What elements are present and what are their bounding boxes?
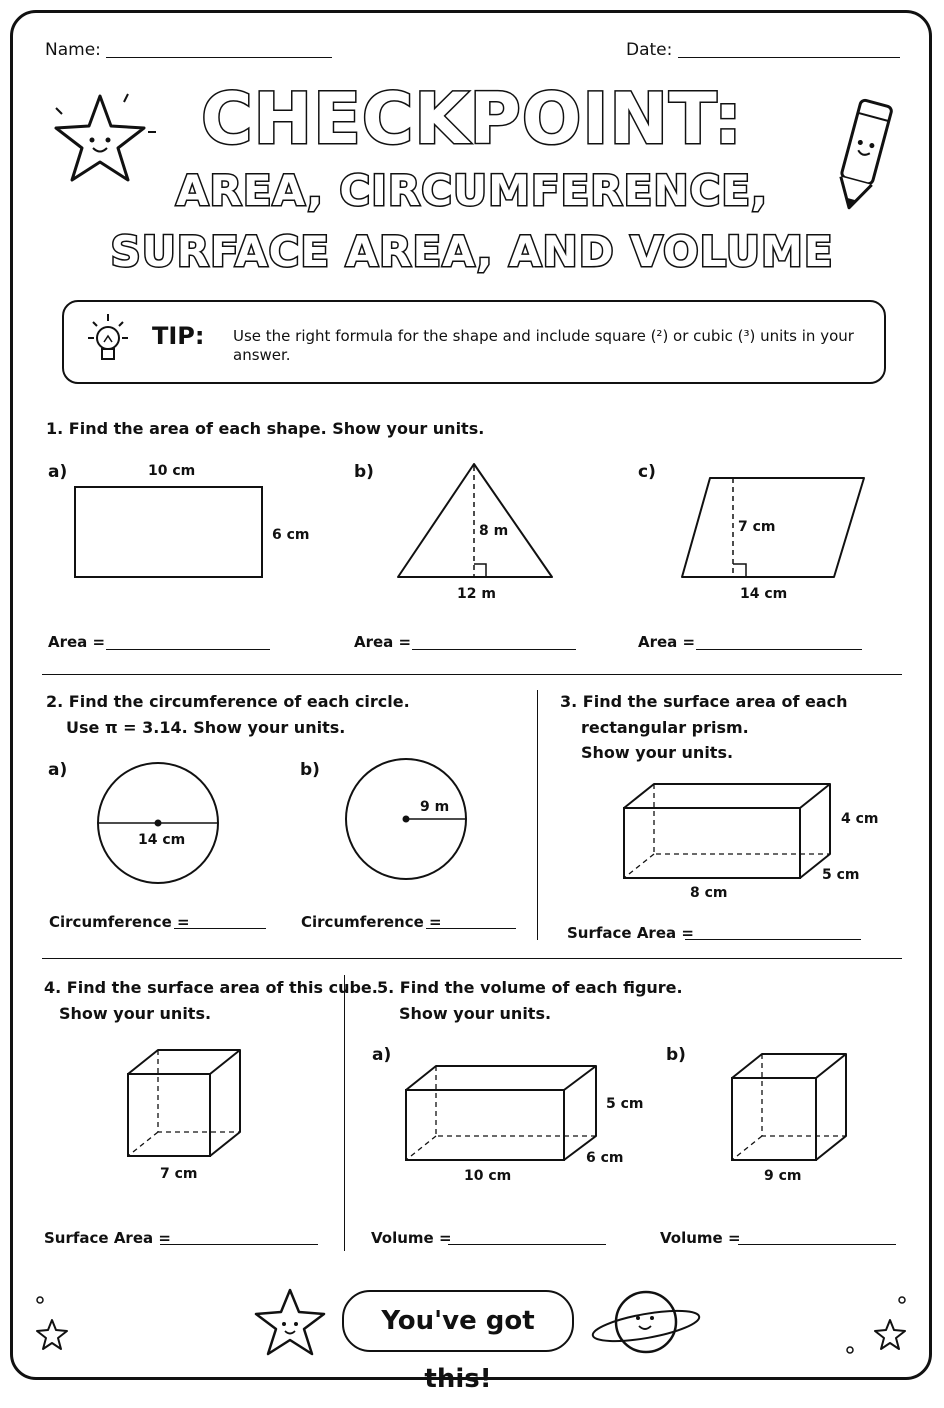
title-line-1: CHECKPOINT: (201, 78, 743, 160)
q5b-edge: 9 cm (764, 1168, 802, 1184)
divider (42, 958, 902, 959)
cube-shape (126, 1048, 244, 1158)
rectangle-shape (74, 486, 264, 580)
q2a-answer-label: Circumference = (49, 913, 190, 931)
name-label: Name: (45, 40, 101, 60)
q5b-answer-label: Volume = (660, 1229, 741, 1247)
q5a-length: 10 cm (464, 1168, 512, 1184)
q1a-height: 6 cm (272, 527, 310, 543)
title-line-3: SURFACE AREA, AND VOLUME (110, 227, 834, 276)
q4-prompt-line-1: 4. Find the surface area of this cube. (44, 978, 378, 997)
q2-prompt-line-1: 2. Find the circumference of each circle. (46, 692, 410, 711)
q3-depth: 5 cm (822, 867, 860, 883)
q1c-label: c) (638, 462, 656, 482)
q1-prompt: 1. Find the area of each shape. Show your units. (46, 419, 485, 438)
q5a-label: a) (372, 1045, 392, 1065)
planet-icon (588, 1282, 704, 1364)
q2-prompt-line-2: Use π = 3.14. Show your units. (66, 718, 346, 737)
q5-prompt-line-2: Show your units. (399, 1004, 552, 1023)
q1b-base: 12 m (457, 586, 496, 602)
q5a-depth: 6 cm (586, 1150, 624, 1166)
q1a-width: 10 cm (148, 463, 196, 479)
date-label: Date: (626, 40, 673, 60)
tip-text: Use the right formula for the shape and include square (²) or cubic (³) units in your answer. (233, 327, 854, 364)
q1c-answer-label: Area = (638, 633, 696, 651)
q2b-label: b) (300, 760, 320, 780)
star-icon (840, 1290, 916, 1360)
q1b-answer-label: Area = (354, 633, 412, 651)
q1c-answer-field[interactable] (696, 649, 862, 650)
q5a-height: 5 cm (606, 1096, 644, 1112)
q4-edge: 7 cm (160, 1166, 198, 1182)
rectangular-prism-shape (404, 1064, 600, 1162)
q3-prompt-line-2: rectangular prism. (581, 718, 749, 737)
rectangular-prism-shape (622, 782, 834, 882)
tip-label: TIP: (152, 322, 205, 350)
q2a-answer-field[interactable] (174, 928, 266, 929)
q2b-answer-label: Circumference = (301, 913, 442, 931)
q1b-label: b) (354, 462, 374, 482)
circle-radius-shape (344, 758, 470, 884)
q4-answer-field[interactable] (160, 1244, 318, 1245)
q3-prompt-line-1: 3. Find the surface area of each (560, 692, 848, 711)
q2a-diameter: 14 cm (138, 832, 186, 848)
q5-prompt-line-1: 5. Find the volume of each figure. (377, 978, 683, 997)
q4-answer-label: Surface Area = (44, 1229, 171, 1247)
cube-shape (730, 1052, 850, 1162)
q2b-answer-field[interactable] (426, 928, 516, 929)
name-field[interactable] (106, 57, 332, 58)
q5b-label: b) (666, 1045, 686, 1065)
q2b-radius: 9 m (420, 799, 450, 815)
circle-diameter-shape (96, 762, 222, 888)
star-icon (246, 1282, 336, 1362)
title-line-2: AREA, CIRCUMFERENCE, (176, 166, 768, 215)
divider (344, 975, 345, 1251)
q5a-answer-field[interactable] (448, 1244, 606, 1245)
lightbulb-icon (84, 312, 134, 372)
q1a-answer-label: Area = (48, 633, 106, 651)
q5a-answer-label: Volume = (371, 1229, 452, 1247)
q2a-label: a) (48, 760, 68, 780)
q1a-label: a) (48, 462, 68, 482)
q1c-base: 14 cm (740, 586, 788, 602)
q3-answer-field[interactable] (685, 939, 861, 940)
q3-length: 8 cm (690, 885, 728, 901)
date-field[interactable] (678, 57, 900, 58)
divider (537, 690, 538, 940)
encouragement-bubble: You've got this! (342, 1290, 574, 1352)
triangle-shape (396, 462, 556, 580)
q4-prompt-line-2: Show your units. (59, 1004, 212, 1023)
star-icon (30, 1290, 90, 1360)
q1c-height: 7 cm (738, 519, 776, 535)
q3-prompt-line-3: Show your units. (581, 743, 734, 762)
q1b-height: 8 m (479, 523, 509, 539)
q3-height: 4 cm (841, 811, 879, 827)
q1a-answer-field[interactable] (106, 649, 270, 650)
q3-answer-label: Surface Area = (567, 924, 694, 942)
q5b-answer-field[interactable] (738, 1244, 896, 1245)
divider (42, 674, 902, 675)
q1b-answer-field[interactable] (412, 649, 576, 650)
